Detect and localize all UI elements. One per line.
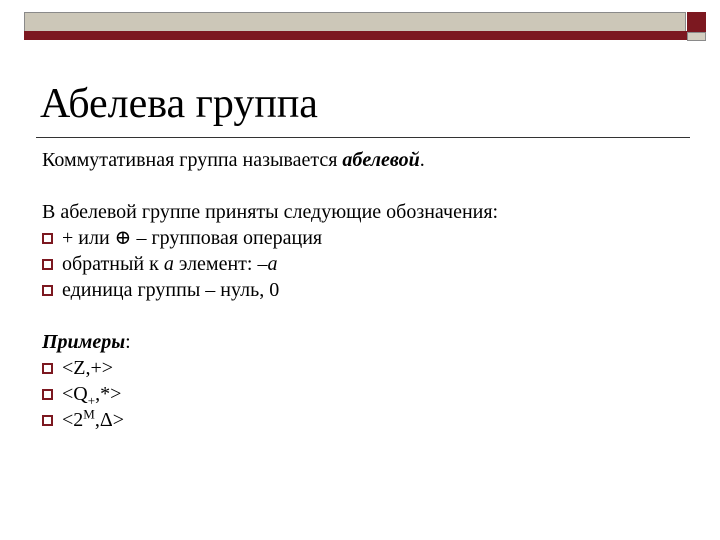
example-item-2: $<Q_+,*>$ [62, 383, 122, 408]
square-bullet-icon [42, 233, 53, 244]
definition-period: . [419, 149, 425, 171]
list-item [42, 355, 113, 381]
square-bullet-icon [42, 259, 53, 270]
title-divider [36, 137, 690, 138]
corner-square-accent [687, 12, 706, 32]
list-item [42, 407, 124, 433]
square-bullet-icon [42, 389, 53, 400]
list-item [42, 251, 277, 277]
definition-term: абелевой [342, 149, 420, 171]
notation-intro: В абелевой группе приняты следующие обозначения: [42, 201, 499, 223]
notation-item-1: + или ⊕ – групповая операция [62, 227, 323, 249]
notation-item-2: обратный к a элемент: –a [62, 253, 278, 275]
notation-item-3: единица группы – нуль, 0 [62, 279, 280, 301]
square-bullet-icon [42, 285, 53, 296]
examples-heading: Примеры: [42, 331, 131, 353]
header-accent-bar [24, 31, 690, 40]
list-item [42, 277, 279, 303]
definition-text: Коммутативная группа называется [42, 149, 343, 171]
slide-title: Абелева группа [40, 81, 318, 127]
example-item-1: <Z,+> [62, 357, 114, 379]
list-item [42, 225, 322, 251]
square-bullet-icon [42, 415, 53, 426]
example-item-3: $<2^M,\Delta>$ [62, 406, 124, 431]
definition-line [42, 147, 425, 173]
square-bullet-icon [42, 363, 53, 374]
corner-square-light [687, 32, 706, 41]
list-item [42, 381, 121, 407]
